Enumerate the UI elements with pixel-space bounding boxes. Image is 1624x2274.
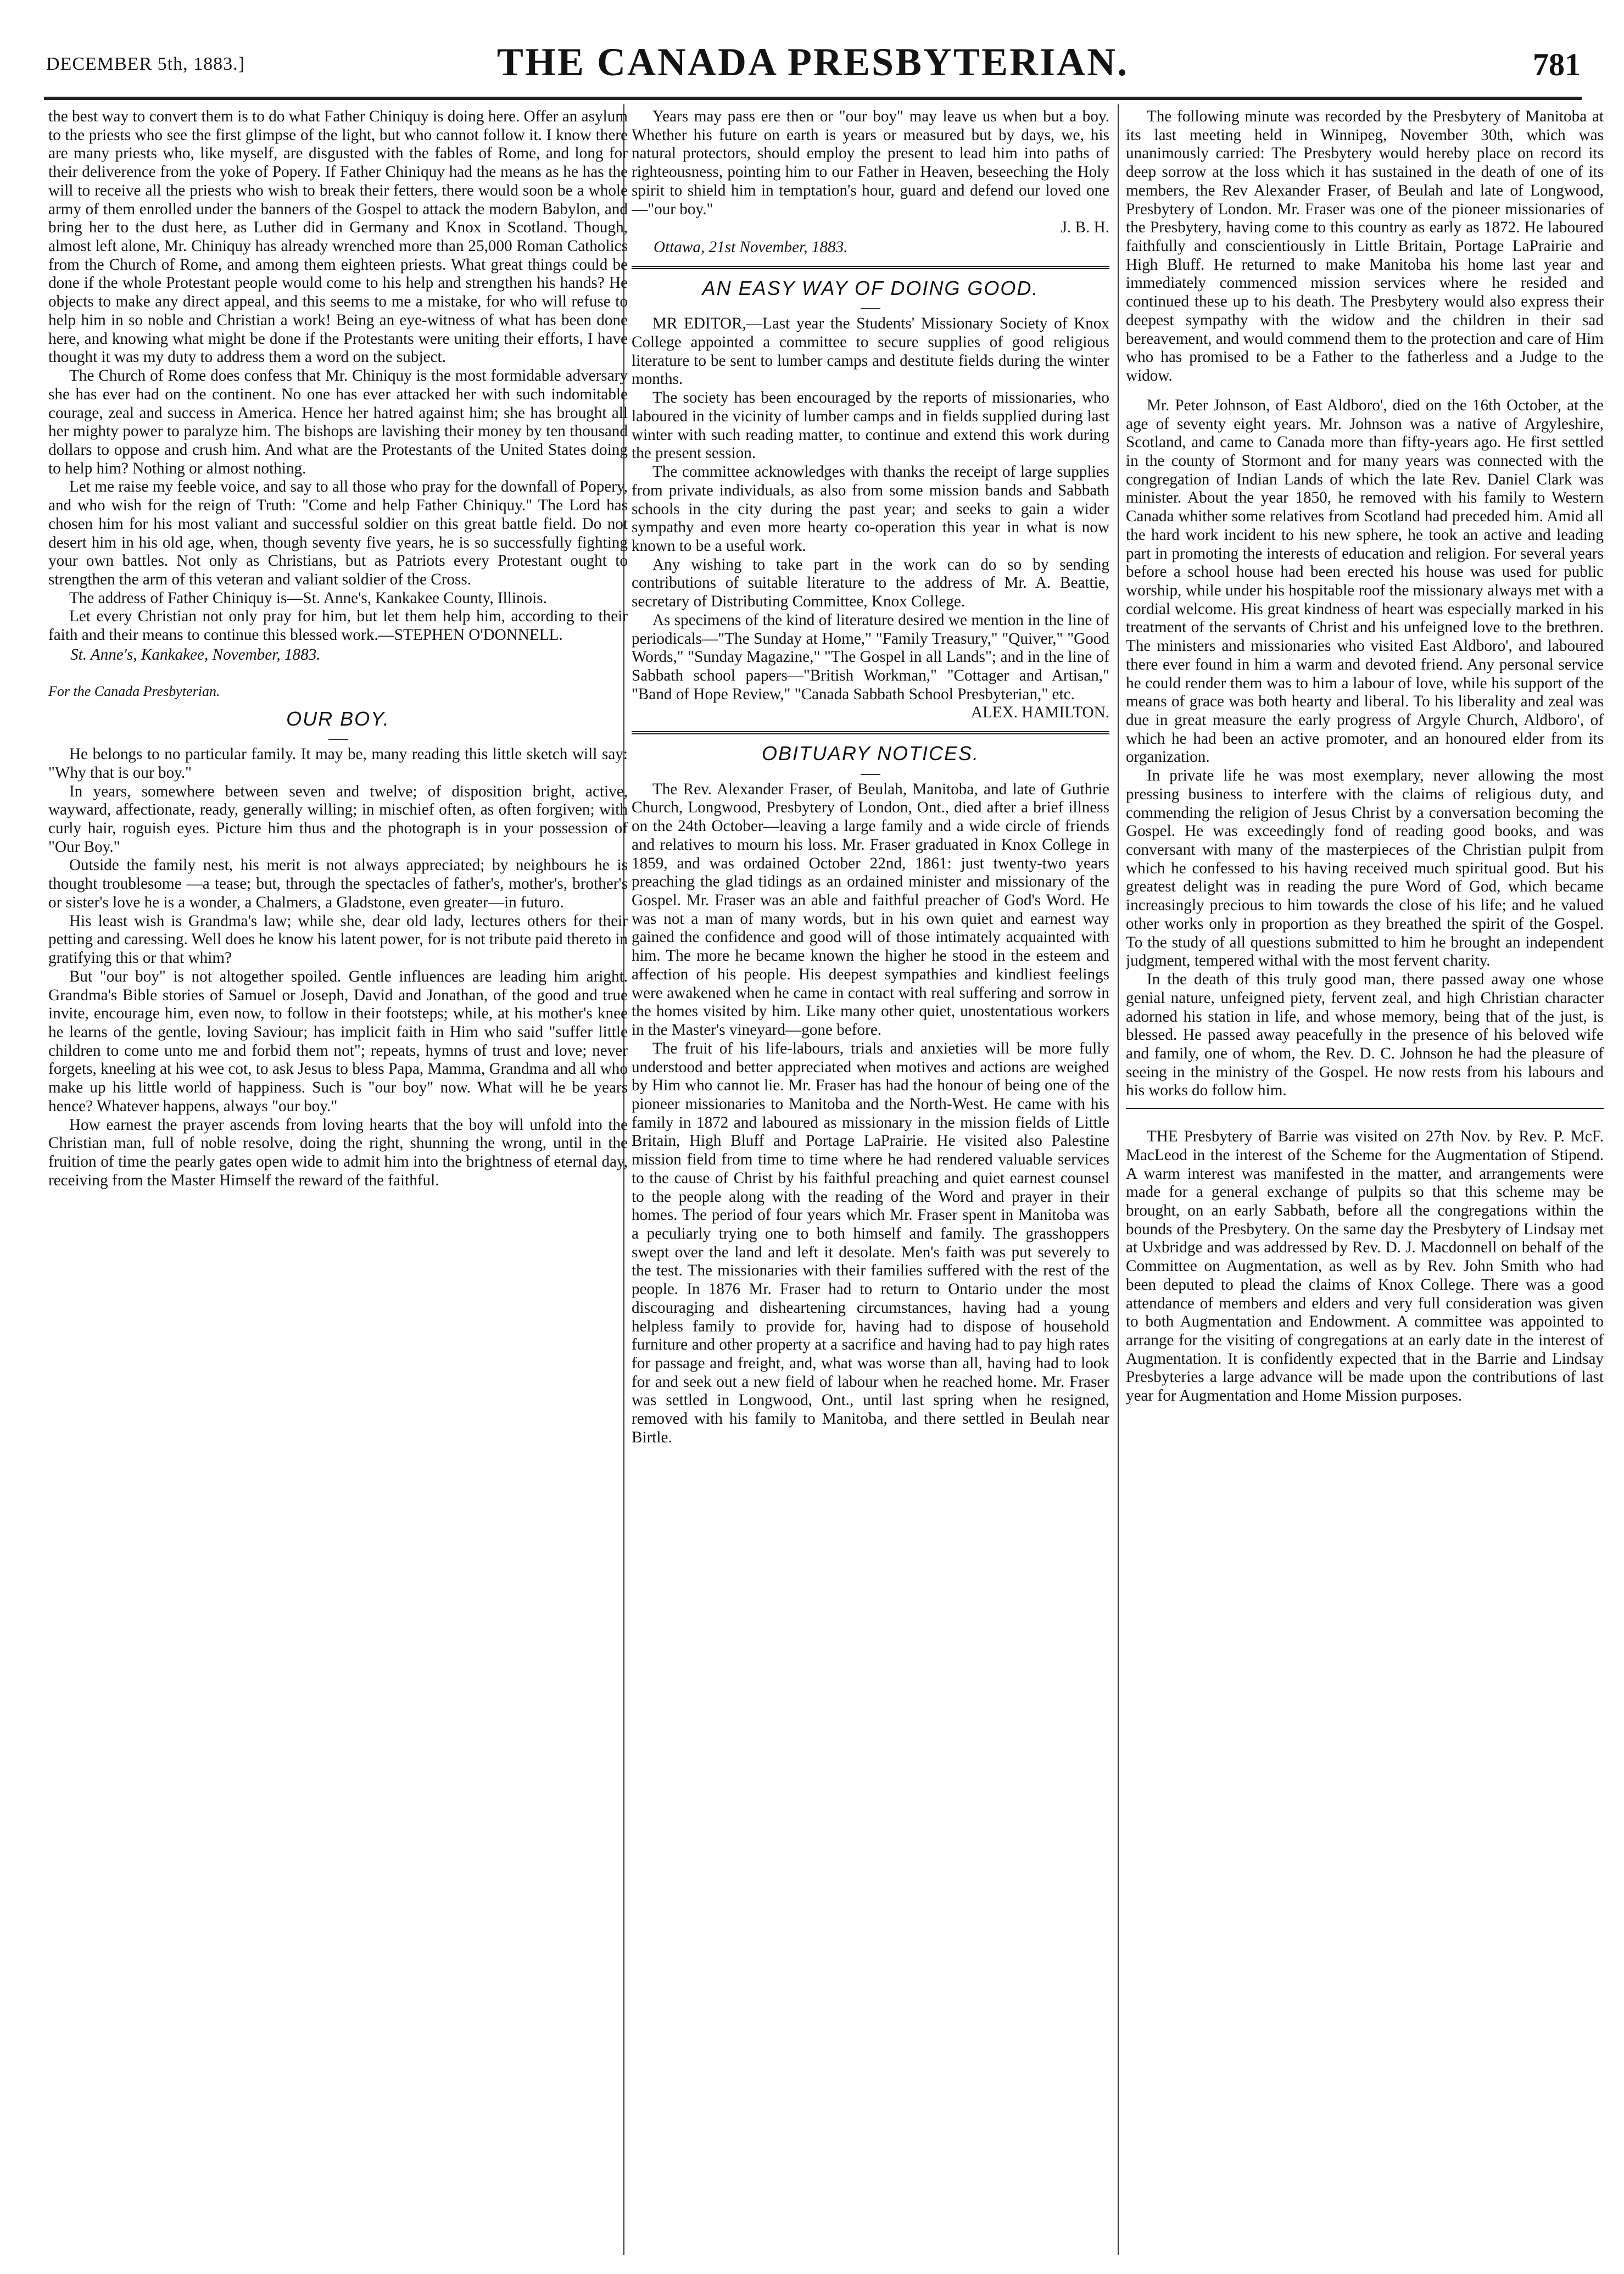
page-number: 781 [1533, 47, 1581, 82]
article-signature: J. B. H. [1061, 219, 1109, 237]
article-paragraph: Let every Christian not only pray for him, but let them help him, according to their faith and their means to continue this blessed work.—STEPHEN O'DONNELL. [48, 607, 628, 644]
column-3 [1126, 108, 1604, 2255]
heading-rule [328, 739, 348, 740]
article-paragraph: The fruit of his life-labours, trials and anxieties will be more fully understood and better appreciated when motives and actions are weighed by Him who cannot lie. Mr. Fraser has had the honour of being one of the pioneer missionaries to Manitoba and the North-West. He came with his family in 1872 and laboured as missionary in the mission fields of Little Britain, High Bluff and Portage LaPrairie. He visited also Palestine mission field from time to time where he had rendered valuable services to the cause of Christ by his faithful preaching and quiet earnest counsel to the people along with the reading of the Word and prayer in their homes. The period of four years which Mr. Fraser spent in Manitoba was a peculiarly trying one to both himself and family. The grasshoppers swept over the land and left it desolate. Men's faith was put severely to the test. The missionaries with their families suffered with the rest of the people. In 1876 Mr. Fraser had to return to Ontario under the most discouraging and disheartening circumstances, having had a young helpless family to provide for, having had to dispose of household furniture and other property at a sacrifice and having had to pay high rates for passage and freight, and, what was worse than all, having had to look for and seek out a new field of labour when he reached home. Mr. Fraser was settled in Longwood, Ont., until last spring when he resigned, removed with his family to Manitoba, and there settled in Beulah near Birtle. [632, 1039, 1109, 1446]
article-paragraph: Outside the family nest, his merit is not always appreciated; by neighbours he is thought troublesome —a tease; but, through the spectacles of father's, mother's, brother's or sister's love he is a wonder, a Chalmers, a Gladstone, even greater—in futuro. [48, 856, 628, 911]
article-paragraph: The society has been encouraged by the reports of missionaries, who laboured in the vicinity of lumber camps and in fields supplied during last winter with such reading matter, to continue and extend this work during the present session. [632, 389, 1109, 462]
masthead [44, 37, 1582, 87]
obituary-heading: OBITUARY NOTICES. [761, 742, 980, 765]
our-boy-heading: OUR BOY. [286, 707, 390, 730]
article-paragraph: In the death of this truly good man, there passed away one whose genial nature, unfeigned piety, fervent zeal, and high Christian character adorned his station in life, and whose memory, being that of the just, is blessed. He passed away peacefully in the presence of his beloved wife and family, one of whom, the Rev. D. C. Johnson he had the pleasure of seeing in the ministry of the Gospel. He now rests from his labours and his works do follow him. [1126, 971, 1604, 1100]
article-paragraph: As specimens of the kind of literature desired we mention in the line of periodicals—"The Sunday at Home," "Family Treasury," "Quiver," "Good Words," "Sunday Magazine," "The Gospel in all Lands"; and in the line of Sabbath school papers—"British Workman," "Cottager and Artisan," "Band of Hope Review," "Canada Sabbath School Presbyterian," etc. [632, 611, 1109, 703]
heading-rule [861, 774, 880, 775]
issue-date: DECEMBER 5th, 1883.] [46, 54, 245, 74]
article-paragraph: In years, somewhere between seven and twelve; of disposition bright, active, wayward, affectionate, ready, generally willing; in mischief often, as often forgiven; with curly hair, roguish eyes. Picture him thus and the photograph is in your possession of "Our Boy." [48, 782, 628, 856]
article-paragraph: But "our boy" is not altogether spoiled. Gentle influences are leading him aright. Grandma's Bible stories of Samuel or Joseph, David and Jonathan, of the good and true invite, encourage him, even now, to follow in their footsteps; while, at his mother's knee he learns of the gentle, loving Saviour; has implicit faith in Him who said "suffer little children to come unto me and forbid them not"; repeats, hymns of trust and love; never forgets, kneeling at his wee cot, to ask Jesus to bless Papa, Mamma, Grandma and all who make up his little world of happiness. Such is "our boy" now. What will he be years hence? Whatever happens, always "our boy." [48, 967, 628, 1115]
article-paragraph: He belongs to no particular family. It may be, many reading this little sketch will say: "Why that is our boy." [48, 745, 628, 782]
article-paragraph: His least wish is Grandma's law; while she, dear old lady, lectures others for their petting and caressing. Well does he know his latent power, for is not tribute paid thereto in gratifying this or that whim? [48, 912, 628, 967]
article-dateline: Ottawa, 21st November, 1883. [654, 238, 848, 257]
article-paragraph: In private life he was most exemplary, never allowing the most pressing business to interfere with the claims of religious duty, and commending the religion of Jesus Christ by a conversation becoming the Gospel. He was exceedingly fond of reading good books, and was conversant with many of the masterpieces of the Christian pulpit from which he confessed to his having received much spiritual good. But his greatest delight was in reading the pure Word of God, which became increasingly precious to him towards the close of his life; and he valued other works only in proportion as they breathed the spirit of the Gospel. To the study of all questions submitted to him he brought an independent judgment, tempered withal with the most fervent charity. [1126, 767, 1604, 970]
column-divider [1118, 104, 1119, 2255]
article-paragraph: MR EDITOR,—Last year the Students' Missionary Society of Knox College appointed a committee to secure supplies of good religious literature to be sent to lumber camps and destitute fields during the winter months. [632, 315, 1109, 388]
column-1 [48, 108, 628, 2255]
article-paragraph: Let me raise my feeble voice, and say to all those who pray for the downfall of Popery, and who wish for the reign of Truth: "Come and help Father Chiniquy." The Lord has chosen him for his most valiant and successful soldier on this great battle field. Do not desert him in his old age, when, though seventy five years, he is so successfully fighting your own battles. Not only as Christians, but as Patriots every Protestant ought to strengthen the arm of this veteran and valiant soldier of the Cross. [48, 478, 628, 588]
article-signature: ALEX. HAMILTON. [970, 704, 1109, 722]
article-paragraph: The following minute was recorded by the Presbytery of Manitoba at its last meeting held in Winnipeg, November 30th, which was unanimously carried: The Presbytery would hereby place on record its deep sorrow at the loss which it has sustained in the death of one of its members, the Rev Alexander Fraser, of Beulah and late of Longwood, Presbytery of London. Mr. Fraser was one of the pioneer missionaries of the Presbytery, having come to this country as early as 1872. He laboured faithfully and conscientiously in Little Britain, Portage LaPrairie and High Bluff. He returned to make Manitoba his home last year and immediately commenced mission services where he resided and continued these up to his death. The Presbytery would also express their deepest sympathy with the widow and the children in their sad bereavement, and would commend them to the protection and care of Him who has promised to be a Father to the fatherless and a Judge to the widow. [1126, 108, 1604, 385]
article-dateline: St. Anne's, Kankakee, November, 1883. [70, 645, 321, 664]
article-paragraph: How earnest the prayer ascends from loving hearts that the boy will unfold into the Christian man, full of noble resolve, doing the right, shunning the wrong, until in the fruition of time the pearly gates open wide to admit him into the brightness of eternal day, receiving from the Master Himself the reward of the faithful. [48, 1116, 628, 1189]
article-paragraph: THE Presbytery of Barrie was visited on 27th Nov. by Rev. P. McF. MacLeod in the interest of the Scheme for the Augmentation of Stipend. A warm interest was manifested in the matter, and arrangements were made for a general exchange of pulpits so that this scheme may be brought, on an early Sabbath, before all the congregations within the bounds of the Presbytery. On the same day the Presbytery of Lindsay met at Uxbridge and was addressed by Rev. D. J. Macdonnell on behalf of the Committee on Augmentation, as well as by Rev. John Smith who had been deputed to plead the claims of Knox College. There was a good attendance of members and elders and very full consideration was given to both Augmentation and Endowment. A committee was appointed to arrange for the visiting of congregations at an early date in the interest of Augmentation. It is confidently expected that in the Barrie and Lindsay Presbyteries a large advance will be made upon the contributions of last year for Augmentation and Home Mission purposes. [1126, 1128, 1604, 1405]
article-paragraph: the best way to convert them is to do what Father Chiniquy is doing here. Offer an asylum to the priests who see the first glimpse of the light, but who cannot follow it. I know there are many priests who, like myself, are disgusted with the fables of Rome, and long for their deliverence from the yoke of Popery. If Father Chiniquy had the means as he has the will to receive all the priests who wish to break their fetters, there would soon be a whole army of them enrolled under the banners of the Gospel to attack the modern Babylon, and bring her to the dust here, as Luther did in Germany and Knox in Scotland. Though, almost left alone, Mr. Chiniquy has already wrenched more than 25,000 Roman Catholics from the Church of Rome, and among them eighteen priests. What great things could be done if the whole Protestant people would come to his help and strengthen his hands? He objects to make any direct appeal, and this seems to me a mistake, for who will refuse to help him in so noble and Christian a work! Being an eye-witness of what has been done here, and knowing what might be done if the Protestants were uniting their efforts, I have thought it was my duty to address them a word on the subject. [48, 108, 628, 366]
masthead-rule [44, 97, 1582, 100]
article-paragraph: The committee acknowledges with thanks the receipt of large supplies from private individuals, as also from some mission bands and Sabbath schools in the city during the past year; and seeks to gain a wider sympathy and even more hearty co-operation this year in what is now known to be a useful work. [632, 463, 1109, 555]
easy-way-heading: AN EASY WAY OF DOING GOOD. [702, 276, 1039, 299]
article-kicker: For the Canada Presbyterian. [48, 683, 220, 699]
article-paragraph: The Church of Rome does confess that Mr. Chiniquy is the most formidable adversary she has ever had on the continent. No one has ever attacked her with such indomitable courage, zeal and success in America. Hence her hatred against him; she has brought all her mighty power to paralyze him. The bishops are lavishing their money by ten thousand dollars to oppose and crush him. And what are the Protestants of the United States doing to help him? Nothing or almost nothing. [48, 367, 628, 477]
article-paragraph: Any wishing to take part in the work can do so by sending contributions of suitable literature to the address of Mr. A. Beattie, secretary of Distributing Committee, Knox College. [632, 555, 1109, 611]
heading-rule [861, 308, 880, 309]
column-2 [632, 108, 1109, 2255]
publication-title: THE CANADA PRESBYTERIAN. [496, 40, 1129, 84]
article-paragraph: The address of Father Chiniquy is—St. Anne's, Kankakee County, Illinois. [69, 589, 547, 607]
section-rule [632, 731, 1109, 734]
article-paragraph: Mr. Peter Johnson, of East Aldboro', died on the 16th October, at the age of seventy eight years. Mr. Johnson was a native of Argyleshire, Scotland, and came to Canada more than fifty-years ago. He first settled in the county of Stormont and for many years was connected with the congregation of Indian Lands of which the late Rev. Daniel Clark was minister. About the year 1850, he removed with his family to Western Canada whither some relatives from Scotland had preceded him. Amid all the hard work incident to his new sphere, he took an active and leading part in promoting the interests of education and religion. For several years before a school house had been erected his house was used for public worship, while under his hospitable roof the missionary always met with a cordial welcome. His great kindness of heart was especially marked in his treatment of the servants of Christ and his unfeigned love to the brethren. The ministers and missionaries who visited East Aldboro', and laboured there ever found in him a warm and devoted friend. Any personal service he could render them was to him a labour of love, while his support of the means of grace was both hearty and liberal. To his liberality and zeal was due in great measure the early progress of Argyle Church, Aldboro', of which he had been an active promoter, and an honoured elder from its organization. [1126, 396, 1604, 766]
article-paragraph: The Rev. Alexander Fraser, of Beulah, Manitoba, and late of Guthrie Church, Longwood, Presbytery of London, Ont., died after a brief illness on the 24th October—leaving a large family and a wide circle of friends and relatives to mourn his loss. Mr. Fraser graduated in Knox College in 1859, and was ordained October 22nd, 1861: just twenty-two years preaching the glad tidings as an ordained minister and missionary of the Gospel. Mr. Fraser was an able and faithful preacher of God's Word. He was not a man of many words, but in his own quiet and earnest way gained the confidence and good will of those intimately acquainted with him. The more he became known the higher he stood in the esteem and affection of his people. His deepest sympathies and kindliest feelings were awakened when he came in contact with real suffering and sorrow in the homes visited by him. Like many other quiet, unostentatious workers in the Master's vineyard—gone before. [632, 780, 1109, 1039]
section-rule [632, 266, 1109, 269]
article-paragraph: Years may pass ere then or "our boy" may leave us when but a boy. Whether his future on earth is years or measured but by days, we, his natural protectors, should employ the present to lead him into paths of righteousness, pointing him to our Father in Heaven, beseeching the Holy spirit to shield him in temptation's hour, guard and defend our loved one—"our boy." [632, 108, 1109, 218]
